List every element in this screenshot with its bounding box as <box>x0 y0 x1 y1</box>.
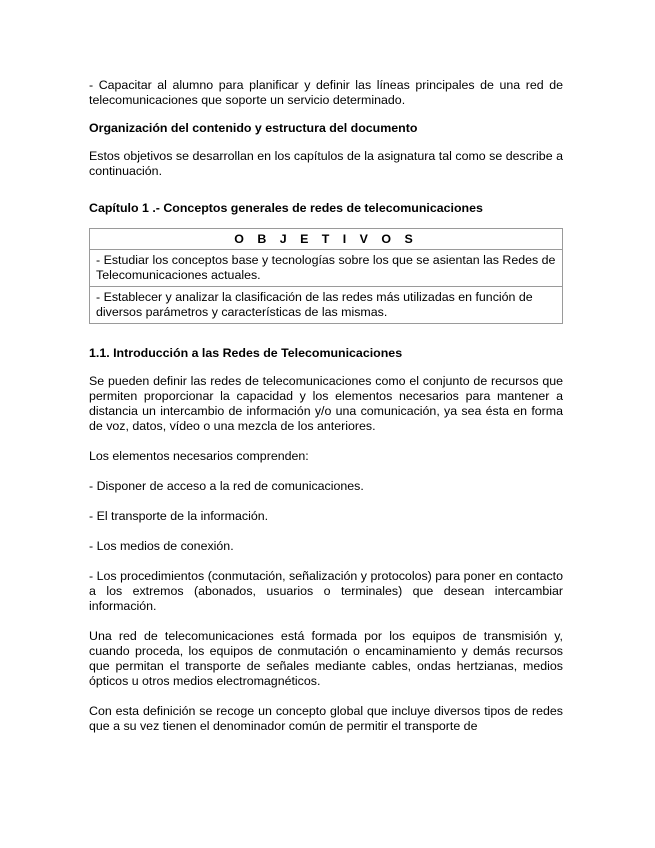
intro-paragraph: - Capacitar al alumno para planificar y definir las líneas principales de una red de telecomunicaciones que soporte un servicio determinado. <box>89 78 563 107</box>
list-item: - El transporte de la información. <box>89 509 269 523</box>
organizacion-paragraph: Estos objetivos se desarrollan en los capítulos de la asignatura tal como se describe a continuación. <box>89 149 563 178</box>
objective-item: - Estudiar los conceptos base y tecnologías sobre los que se asientan las Redes de Telecomunicaciones actuales. <box>90 250 563 287</box>
body-paragraph: Con esta definición se recoge un concepto global que incluye diversos tipos de redes que a su vez tienen el denominador común de permitir el transporte de <box>89 704 563 733</box>
body-paragraph: Los elementos necesarios comprenden: <box>89 449 309 463</box>
list-item: - Disponer de acceso a la red de comunicaciones. <box>89 479 364 493</box>
objective-row <box>90 287 563 324</box>
section-heading-organizacion: Organización del contenido y estructura del documento <box>89 121 418 135</box>
chapter-1-heading: Capítulo 1 .- Conceptos generales de redes de telecomunicaciones <box>89 201 483 215</box>
document-page <box>89 78 563 734</box>
objectives-table <box>89 228 563 324</box>
objective-row <box>90 250 563 287</box>
body-paragraph: Una red de telecomunicaciones está formada por los equipos de transmisión y, cuando proceda, los equipos de conmutación o encaminamiento y demás recursos que permitan el transporte de señales mediante cables, ondas hertzianas, medios ópticos u otros medios electromagnéticos. <box>89 629 563 688</box>
list-item: - Los procedimientos (conmutación, señalización y protocolos) para poner en contacto a los extremos (abonados, usuarios o terminales) que desean intercambiar información. <box>89 569 563 613</box>
body-paragraph: Se pueden definir las redes de telecomunicaciones como el conjunto de recursos que permiten proporcionar la capacidad y los elementos necesarios para mantener a distancia un intercambio de información y/o una comunicación, ya sea ésta en forma de voz, datos, vídeo o una mezcla de los anteriores. <box>89 374 563 433</box>
objectives-header: O B J E T I V O S <box>90 229 563 250</box>
section-1-1-heading: 1.1. Introducción a las Redes de Telecomunicaciones <box>89 346 403 360</box>
list-item: - Los medios de conexión. <box>89 539 234 553</box>
objective-item: - Establecer y analizar la clasificación de las redes más utilizadas en función de diversos parámetros y características de las mismas. <box>90 287 563 324</box>
